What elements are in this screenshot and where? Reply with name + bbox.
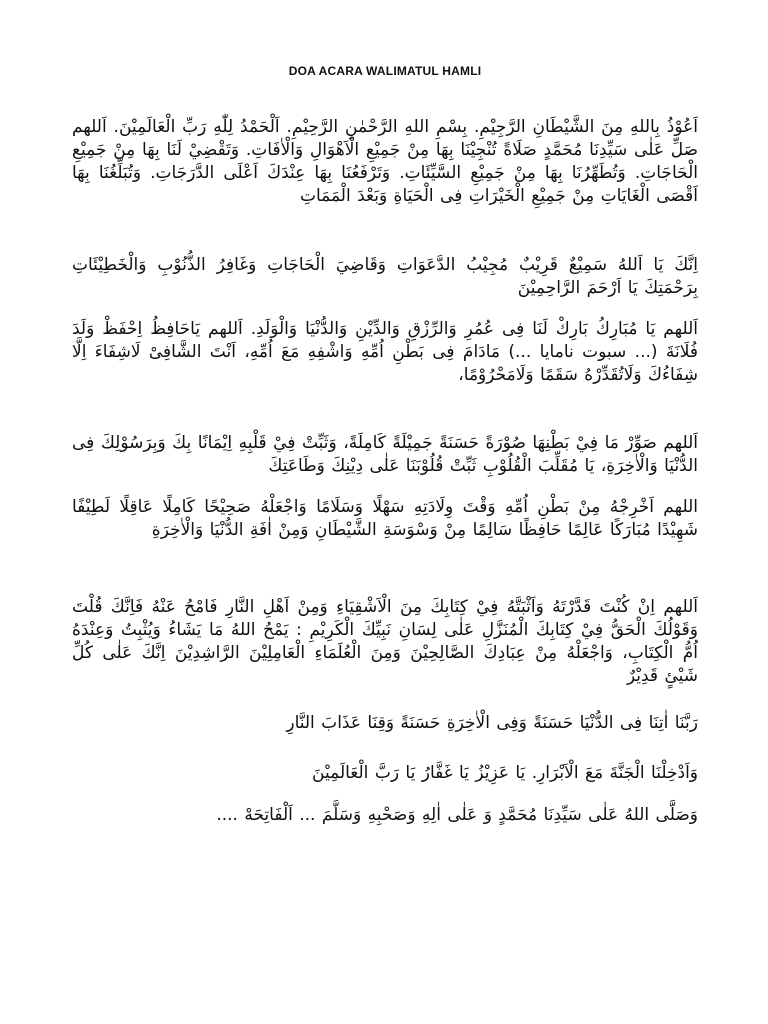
prayer-paragraph-closing: وَصَلَّى اللهُ عَلٰى سَيِّدِنَا مُحَمَّدٍ وَ عَلٰى اٰلِهِ وَصَحْبِهِ وَسَلَّمَ ... اَلْفَاتِحَهْ .... — [216, 805, 698, 825]
prayer-paragraph-mubarik: اَللهم يَا مُبَارِكُ بَارِكْ لَنَا فِى عُمُرِ وَالرِّزْقِ وَالدِّيْنِ وَالدُّنْيَا وَالْوَلَدِ. اَللهم يَاحَافِظُ اِحْفَظْ وَلَدَ فُلَانَةَ (... سبوت نامايا ...) مَادَامَ فِى بَطْنِ اُمِّهِ وَاشْفِهِ مَعَ اُمِّهِ، اَنْتَ الشَّافِىْ لَاشِفَاءَ اِلَّا شِفَاءُكَ وَلَاتُقَدِّرْهُ سَقَمًا وَلَامَحْرُوْمًا، — [72, 319, 698, 385]
prayer-paragraph-adkhilna: وَاَدْخِلْنَا الْجَنَّةَ مَعَ الْاَبْرَارِ. يَا عَزِيْزُ يَا غَفَّارُ يَا رَبَّ الْعَالَمِيْنَ — [312, 763, 698, 783]
document-title: DOA ACARA WALIMATUL HAMLI — [288, 64, 482, 78]
document-page — [72, 0, 698, 1024]
prayer-paragraph-in-kunta: اَللهم اِنْ كُنْتَ قَدَّرْتَهُ وَاَثْبَتَّهُ فِيْ كِتَابِكَ مِنَ الْاَشْقِيَاءِ وَمِنْ اَهْلِ النَّارِ فَامْحُ عَنْهُ فَاِنَّكَ قُلْتَ وَقَوْلُكَ الْحَقُّ فِيْ كِتَابِكَ الْمُنَزَّلِ عَلٰى لِسَانِ نَبِيِّكَ الْكَرِيْمِ : يَمْحُ اللهُ مَا يَشَاءُ وَيُثْبِتُ وَعِنْدَهُ اُمُّ الْكِتَابِ، وَاجْعَلْهُ مِنْ عِبَادِكَ الصَّالِحِيْنَ وَمِنَ الْعُلَمَاءِ الْعَامِلِيْنَ الرَّاشِدِيْنَ اِنَّكَ عَلٰى كُلِّ شَيْئٍ قَدِيْرٌ — [72, 597, 698, 686]
prayer-paragraph-akhrijhu: اللهم اَخْرِجْهُ مِنْ بَطْنِ اُمِّهِ وَقْتَ وِلَادَتِهِ سَهْلًا وَسَلَامًا وَاجْعَلْهُ صَحِيْحًا كَامِلًا عَاقِلًا لَطِيْفًا شَهِيْدًا مُبَارَكًا عَالِمًا حَافِظًا سَالِمًا مِنْ وَسْوَسَةِ الشَّيْطَانِ وَمِنْ اٰفَةِ الدُّنْيَا وَالْاٰخِرَةِ — [72, 497, 698, 540]
prayer-paragraph-shawwir: اَللهم صَوِّرْ مَا فِيْ بَطْنِهَا صُوْرَةً حَسَنَةً جَمِيْلَةً كَامِلَةً، وَثَبِّتْ فِيْ قَلْبِهِ اِيْمَانًا بِكَ وَبِرَسُوْلِكَ فِى الدُّنْيَا وَالْاٰخِرَةِ، يَا مُقَلِّبَ الْقُلُوْبِ ثَبِّتْ قُلُوْبَنَا عَلٰى دِيْنِكَ وَطَاعَتِكَ — [72, 433, 698, 476]
prayer-paragraph-innaka: اِنَّكَ يَا اَللهُ سَمِيْعٌ قَرِيْبٌ مُجِيْبُ الدَّعَوَاتِ وَقَاضِيَ الْحَاجَاتِ وَغَافِرُ الذُّنُوْبِ وَالْخَطِيْئَاتِ بِرَحْمَتِكَ يَا اَرْحَمَ الرَّاحِمِيْنَ — [72, 255, 698, 298]
prayer-paragraph-rabbana: رَبَّنَا اٰتِنَا فِى الدُّنْيَا حَسَنَةً وَفِى الْاٰخِرَةِ حَسَنَةً وَقِنَا عَذَابَ النَّارِ — [286, 713, 698, 733]
prayer-paragraph-opening: اَعُوْذُ بِاللهِ مِنَ الشَّيْطَانِ الرَّجِيْمِ. بِسْمِ اللهِ الرَّحْمٰنِ الرَّحِيْمِ. اَلْحَمْدُ لِلّٰهِ رَبِّ الْعَالَمِيْنَ. اَللهم صَلِّ عَلٰى سَيِّدِنَا مُحَمَّدٍ صَلَاةً تُنْجِيْنَا بِهَا مِنْ جَمِيْعِ الْاَهْوَالِ وَالْاٰفَاتِ. وَتَقْضِيْ لَنَا بِهَا مِنْ جَمِيْعِ الْحَاجَاتِ. وَتُطَهِّرُنَا بِهَا مِنْ جَمِيْعِ السَّيِّئَاتِ. وَتَرْفَعُنَا بِهَا عِنْدَكَ اَعْلَى الدَّرَجَاتِ. وَتُبَلِّغُنَا بِهَا اَقْصَى الْغَايَاتِ مِنْ جَمِيْعِ الْخَيْرَاتِ فِى الْحَيَاةِ وَبَعْدَ الْمَمَاتِ — [72, 117, 698, 206]
